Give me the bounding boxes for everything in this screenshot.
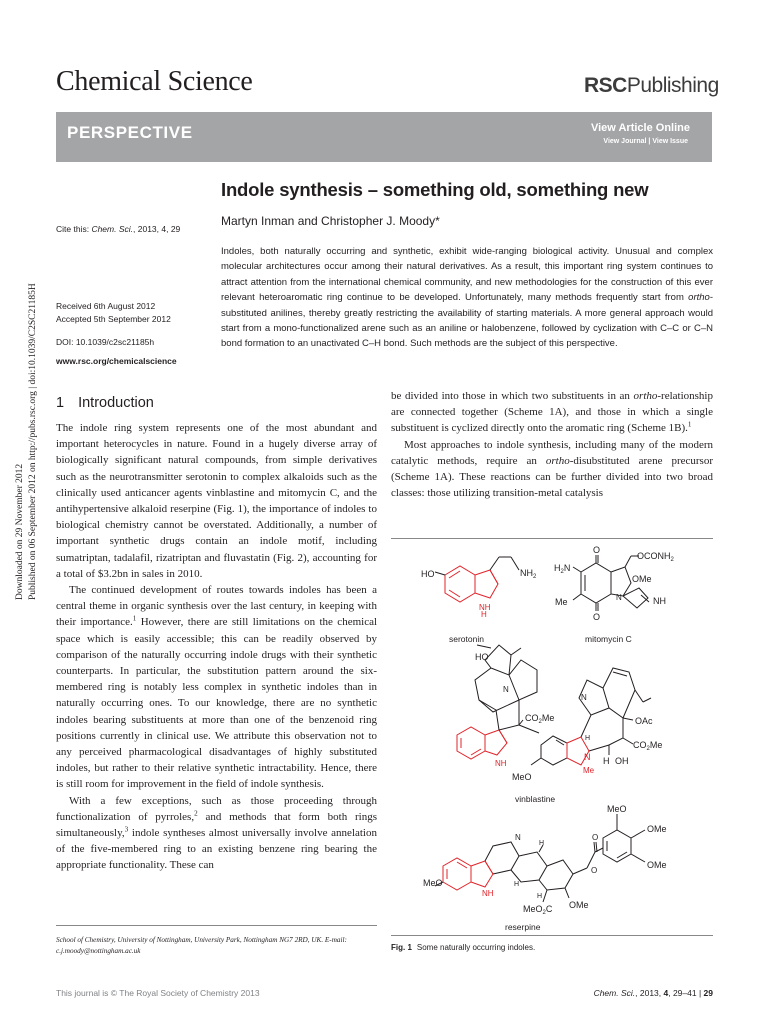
reserpine-h-label-3: H (537, 893, 543, 900)
received-date: Received 6th August 2012 (56, 301, 156, 311)
reserpine-ome-label-2: OMe (647, 824, 667, 834)
journal-title: Chemical Science (56, 66, 253, 97)
reference-link[interactable]: 1 (132, 614, 137, 623)
reserpine-meo2c-label: MeO$_2$C (523, 904, 553, 916)
view-article-online-link[interactable]: View Article Online (590, 122, 690, 134)
mitomycin-h2n-label: $H_2N$ (554, 563, 571, 575)
accepted-date: Accepted 5th September 2012 (56, 314, 171, 324)
dates (56, 300, 171, 326)
italic-ortho: ortho (545, 454, 570, 467)
vinblastine-h-label-2: H (603, 756, 610, 766)
view-journal-link[interactable]: View Journal (603, 138, 647, 145)
serotonin-nh-label: NH (479, 603, 491, 612)
authors: Martyn Inman and Christopher J. Moody* (221, 214, 440, 228)
paragraph-text: Most approaches to indole synthesis, including many of the modern catalytic methods, require an (391, 438, 713, 467)
vinblastine-h-label-1: H (585, 735, 591, 742)
vinblastine-name: vinblastine (515, 794, 556, 804)
reserpine-h-label-2: H (539, 840, 545, 847)
cite-journal: Chem. Sci. (91, 224, 134, 234)
vinblastine-co2me-label-2: $CO_2Me$ (633, 740, 663, 752)
abstract (221, 244, 713, 352)
paragraph-text: be divided into those in which two substituents in an (391, 390, 634, 402)
figure-caption-text: Some naturally occurring indoles. (416, 943, 536, 952)
body-column-right (391, 388, 713, 501)
paragraph-text: indole syntheses almost universally involve annelation of the five-membered ring to an existing benzene ring bearing the appropriate functionality. These can (56, 827, 377, 872)
paragraph (391, 437, 713, 502)
footer-journal: Chem. Sci. (593, 988, 636, 998)
vinblastine-nh-label: NH (495, 759, 507, 768)
footer-volume: 4 (663, 988, 669, 998)
paragraph-text: The indole ring system represents one of the most abundant and important heterocycles in nature. Found in a hugely diverse array of biologically significant natural compounds, from simple derivatives such as the neurotransmitter serotonin to complex alkaloids such as the clinically used anticancer agents vinblastine and mitomycin C, and the antihypertensive alkaloid reserpine (Fig. 1), the importance of indoles to biological chemistry cannot be overstated. Additionally, a number of important synthetic drugs contain an indole motif, including sumatriptan, tadalafil, rizatriptan and fluvastatin (Fig. 2), accounting for a total of $3.2bn in sales in 2010. (56, 422, 377, 580)
reserpine-meo-top-label: MeO (607, 804, 627, 814)
abstract-text-2: -substituted anilines, thereby greatly restricting the availability of starting materials. A more general approach would start from a mono-functionalized arene such as an aniline or halobenzene, followed by cyclization with C–C or C–N bond formation to an unactivated C–H bond. Such methods are the subject of this perspective. (221, 292, 713, 350)
vinblastine-oh-label: OH (615, 756, 629, 766)
footer-pages: , 29–41 | (668, 988, 704, 998)
vinblastine-n-label-2: N (581, 693, 587, 702)
paragraph (56, 420, 377, 582)
reserpine-carbonyl-o-label: O (592, 833, 599, 842)
body-column-left (56, 420, 377, 874)
paragraph (391, 388, 713, 437)
vinblastine-n-label-1: N (503, 685, 509, 694)
vinblastine-n-red: N (584, 752, 591, 762)
article-type-banner (56, 112, 712, 162)
reserpine-o-label: O (591, 866, 598, 875)
serotonin-nh2-label: $NH_2$ (520, 568, 537, 580)
footnote-rule (56, 925, 377, 926)
figure-bottom-rule (391, 935, 713, 936)
journal-url-link[interactable]: www.rsc.org/chemicalscience (56, 356, 177, 366)
reference-link[interactable]: 1 (687, 420, 692, 429)
serotonin-ho-label: HO (421, 569, 435, 579)
paragraph-text: With a few exceptions, such as those proceeding through functionalization of pyrroles, (56, 794, 377, 823)
mitomycin-o-top: O (593, 545, 601, 555)
publisher-logo-rest: Publishing (626, 74, 719, 97)
publisher-logo-bold: RSC (584, 74, 627, 97)
mitomycin-nh-label: NH (653, 596, 666, 606)
download-info-sidebar (14, 283, 40, 600)
footer-citation (560, 988, 713, 998)
reserpine-structure (435, 814, 645, 902)
paragraph-text: The continued development of routes towards indoles has been a central theme in organic synthesis over the last century, in keeping with their importance. (56, 584, 377, 629)
downloaded-line: Downloaded on 29 November 2012 (15, 463, 25, 600)
cite-rest: , 2013, 4, 29 (133, 224, 181, 234)
reference-link[interactable]: 3 (124, 825, 129, 834)
affiliation-footnote: School of Chemistry, University of Nottingham, University Park, Nottingham NG7 2RD, UK. E-mail: c.j.moody@nottingham.ac.uk (56, 936, 347, 955)
italic-ortho: ortho (633, 390, 658, 402)
figure-1-structures[interactable] (391, 540, 713, 934)
article-title: Indole synthesis – something old, something new (221, 179, 649, 200)
doi[interactable]: DOI: 10.1039/c2sc21185h (56, 337, 155, 347)
abstract-ortho: ortho (688, 292, 710, 304)
paragraph-text: and methods that form both rings simultaneously, (56, 810, 377, 840)
mitomycin-name: mitomycin C (585, 634, 632, 644)
reserpine-name: reserpine (505, 922, 541, 932)
vinblastine-structure (457, 645, 651, 765)
serotonin-name: serotonin (449, 634, 484, 644)
abstract-text-1: Indoles, both naturally occurring and synthetic, exhibit wide-ranging biological activity. Unusual and complex molecular architectures occur among their natural derivatives. As a result, this important ring system continues to attract attention from the international chemical community, and new methodologies for the construction of this ever relevant heteroaromatic ring continue to be developed. Unfortunately, many methods frequently start from (221, 246, 713, 304)
figure-caption (391, 943, 535, 952)
cite-this (56, 224, 180, 234)
footer-copyright: This journal is © The Royal Society of Chemistry 2013 (56, 988, 260, 998)
paragraph (56, 793, 377, 874)
serotonin-h-label: H (481, 610, 487, 619)
article-type-label: PERSPECTIVE (67, 123, 193, 142)
reserpine-ome-label-3: OMe (647, 860, 667, 870)
mitomycin-me-label: Me (555, 597, 568, 607)
published-line[interactable]: Published on 06 September 2012 on http://pubs.rsc.org | doi:10.1039/C2SC21185H (28, 283, 38, 600)
view-issue-link[interactable]: View Issue (652, 138, 688, 145)
paragraph-text: -disubstituted arene precursor (Scheme 1A). These reactions can be further divided into two broad classes: those utilizing transition-metal catalysis (391, 454, 714, 500)
footer-year: , 2013, (635, 988, 664, 998)
cite-prefix: Cite this: (56, 224, 92, 234)
paragraph (56, 582, 377, 793)
mitomycin-n-label: N (616, 593, 622, 602)
paragraph-text: However, there are still limitations on the chemical space which is easily accessible; this can be readily observed by comparison of the naturally occurring indole drugs with their synthetic counterparts. In particular, the substitution pattern around the six-membered ring is notably less complex in synthetic indoles than in naturally occurring ones. To our knowledge, there are no synthetic indoles bearing substituents at more than one of the benzenoid ring positions currently in clinical use. We attribute this observation not to any perceived pharmacological disadvantages of highly substituted indoles, but rather to their relative synthetic intractability. Hence, there is still room for improvement in the field of indole synthesis. (56, 616, 378, 791)
reserpine-nh-label: NH (482, 889, 494, 898)
vinblastine-oac-label: OAc (635, 716, 653, 726)
reserpine-meo-label: MeO (423, 878, 443, 888)
section-number: 1 (56, 395, 65, 411)
mitomycin-ococonh2-label: $OCONH_2$ (637, 551, 674, 563)
figure-caption-label: Fig. 1 (391, 943, 412, 952)
reserpine-n-label: N (515, 833, 521, 842)
section-heading (56, 395, 168, 411)
vinblastine-ho-label: HO (475, 652, 489, 662)
mitomycin-ome-label: OMe (632, 574, 652, 584)
page-number: 29 (703, 988, 713, 998)
figure-top-rule (391, 538, 713, 539)
paragraph-text: -relationship are connected together (Scheme 1A), and those in which a single substituent is cyclized directly onto the aromatic ring (Scheme 1B). (391, 390, 713, 435)
vinblastine-co2me-label-1: $CO_2Me$ (525, 713, 555, 725)
reserpine-ome-label-1: OMe (569, 900, 589, 910)
reserpine-h-label-1: H (514, 881, 520, 888)
view-links: View Journal | View Issue (603, 138, 688, 145)
mitomycin-o-bottom: O (593, 612, 601, 622)
publisher-logo[interactable] (584, 74, 719, 98)
section-title: Introduction (78, 395, 154, 411)
vinblastine-meo-label: MeO (512, 772, 532, 782)
reference-link[interactable]: 2 (194, 809, 198, 818)
vinblastine-me-red: Me (583, 766, 595, 775)
serotonin-structure (435, 557, 519, 602)
